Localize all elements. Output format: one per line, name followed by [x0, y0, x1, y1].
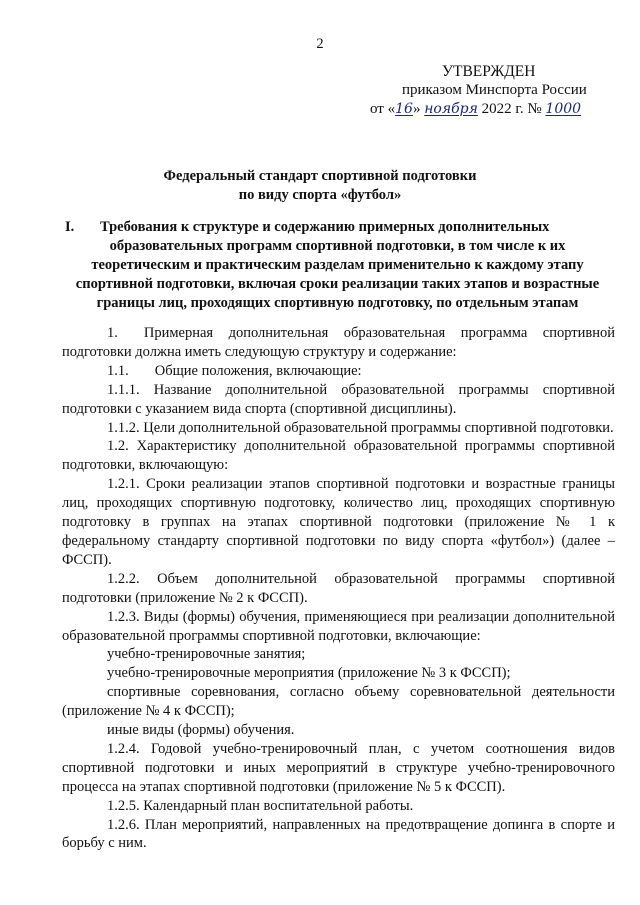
date-year: 2022 г. №: [481, 101, 542, 117]
paragraph-1-2: 1.2. Характеристику дополнительной образовательной программы спортивной подготовки, включающую:: [62, 438, 615, 474]
paragraph-1-2-2: 1.2.2. Объем дополнительной образовательной программы спортивной подготовки (приложение № 2 к ФССП).: [62, 570, 615, 606]
handwritten-month: ноября: [424, 101, 478, 117]
handwritten-order-number: 1000: [545, 101, 582, 117]
paragraph-1-1-number: 1.1.: [107, 362, 129, 379]
section-heading-line-1: Требования к структуре и содержанию примерных дополнительных: [100, 219, 550, 235]
document-title-line-1: Федеральный стандарт спортивной подготовки: [163, 168, 477, 184]
section-heading-line-2: образовательных программ спортивной подготовки, в том числе к их: [109, 238, 566, 254]
section-number: I.: [65, 219, 75, 235]
list-item-training-sessions: учебно-тренировочные занятия;: [107, 646, 306, 663]
paragraph-1-text: Примерная дополнительная образовательная программа спортивной подготовки должна иметь следующую структуру и содержание:: [62, 325, 615, 360]
paragraph-1-1-2: 1.1.2. Цели дополнительной образовательной программы спортивной подготовки.: [107, 419, 614, 436]
paragraph-1-2-4: 1.2.4. Годовой учебно-тренировочный план, с учетом соотношения видов спортивной подготовки и иных мероприятий в структуре учебно-тренировочного процесса на этапах спортивной подготовки (приложение № 5 к ФССП).: [62, 740, 615, 795]
approval-title: УТВЕРЖДЕН: [442, 63, 536, 80]
paragraph-1-number: 1.: [107, 325, 118, 341]
paragraph-1-2-5: 1.2.5. Календарный план воспитательной работы.: [107, 797, 414, 814]
list-item-other-forms: иные виды (формы) обучения.: [107, 722, 295, 739]
list-item-competitions: спортивные соревнования, согласно объему соревновательной деятельности (приложение № 4 к ФССП);: [62, 684, 615, 720]
section-heading: [65, 218, 610, 313]
section-heading-line-5: границы лиц, проходящих спортивную подготовку, по отдельным этапам: [96, 295, 579, 311]
section-heading-line-3: теоретическим и практическим разделам применительно к каждому этапу: [91, 257, 584, 273]
paragraph-1: [62, 324, 615, 362]
paragraph-1-2-6: 1.2.6. План мероприятий, направленных на предотвращение допинга в спорте и борьбу с ним.: [62, 816, 615, 852]
handwritten-day: 16: [395, 101, 413, 117]
list-item-training-events: учебно-тренировочные мероприятия (приложение № 3 к ФССП);: [107, 665, 511, 682]
document-title-line-2: по виду спорта «футбол»: [238, 187, 402, 203]
approval-block: [370, 62, 620, 119]
paragraph-1-2-3: 1.2.3. Виды (формы) обучения, применяющиеся при реализации дополнительной образовательной программы спортивной подготовки, включающие:: [62, 608, 615, 644]
page-number: 2: [316, 36, 324, 52]
document-body: [62, 324, 615, 853]
paragraph-1-1-text: Общие положения, включающие:: [154, 362, 362, 379]
approval-date-line: [370, 100, 620, 119]
date-prefix: от «: [370, 101, 396, 117]
paragraph-1-2-1: 1.2.1. Сроки реализации этапов спортивной подготовки и возрастные границы лиц, проходящих спортивную подготовку, количество лиц, проходящих спортивную подготовку в группах на этапах спортивной подготовки (приложение № 1 к федеральному стандарту спортивной подготовки по виду спорта «футбол») (далее – ФССП).: [62, 476, 615, 568]
paragraph-1-1: [62, 362, 615, 381]
section-heading-line-4: спортивной подготовки, включая сроки реализации таких этапов и возрастные: [75, 276, 600, 292]
paragraph-1-1-1: 1.1.1. Название дополнительной образовательной программы спортивной подготовки с указанием вида спорта (спортивной дисциплины).: [62, 381, 615, 417]
date-mid: »: [412, 101, 421, 117]
approval-order-line: приказом Минспорта России: [402, 82, 587, 98]
document-title: [0, 167, 640, 205]
